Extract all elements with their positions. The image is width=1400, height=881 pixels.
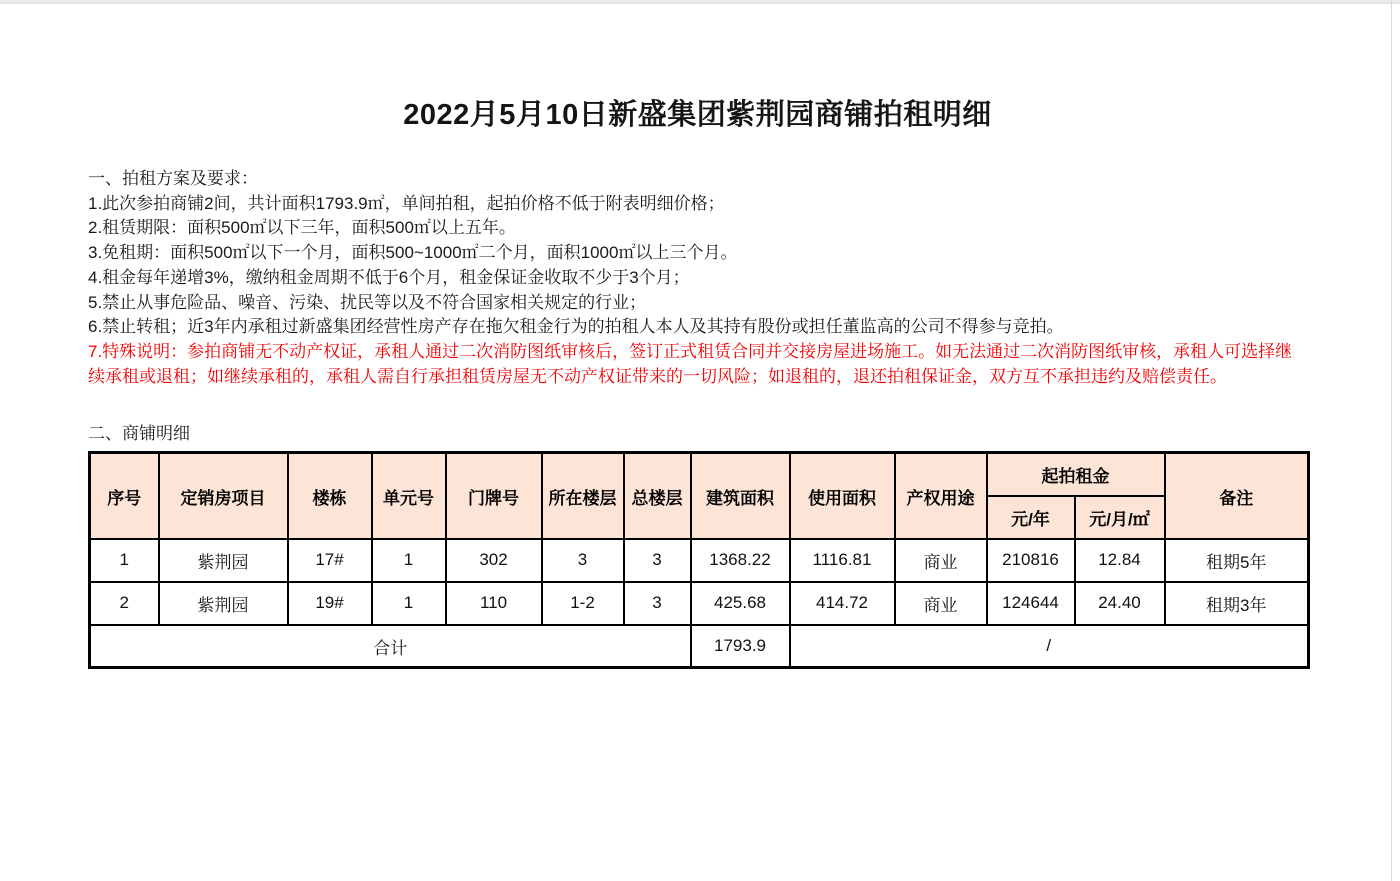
header-rent-per-month-sqm: 元/月/㎡ [1075, 496, 1165, 539]
total-rest: / [790, 625, 1309, 668]
header-gross-area: 建筑面积 [691, 453, 790, 539]
header-unit: 单元号 [372, 453, 446, 539]
header-usage: 产权用途 [895, 453, 987, 539]
cell-building: 17# [288, 539, 372, 582]
cell-total-floors: 3 [624, 582, 691, 625]
cell-remark: 租期3年 [1165, 582, 1309, 625]
rule-item: 2.租赁期限：面积500㎡以下三年，面积500㎡以上五年。 [88, 218, 516, 238]
cell-usage: 商业 [895, 582, 987, 625]
table-row [90, 582, 1309, 625]
document-page [88, 0, 1307, 669]
rule-item: 3.免租期：面积500㎡以下一个月，面积500~1000㎡二个月，面积1000㎡以上三个月。 [88, 243, 738, 263]
table-header-row-1 [90, 453, 1309, 496]
total-label: 合计 [90, 625, 691, 668]
cell-gross-area: 425.68 [691, 582, 790, 625]
cell-seq: 1 [90, 539, 159, 582]
rule-item: 6.禁止转租；近3年内承租过新盛集团经营性房产存在拖欠租金行为的拍租人本人及其持有股份或担任董监高的公司不得参与竞拍。 [88, 317, 1064, 337]
cell-usage: 商业 [895, 539, 987, 582]
cell-unit: 1 [372, 582, 446, 625]
header-usable-area: 使用面积 [790, 453, 895, 539]
cell-unit: 1 [372, 539, 446, 582]
cell-project: 紫荆园 [159, 539, 288, 582]
section2-heading: 二、商铺明细 [88, 424, 190, 444]
total-gross-area: 1793.9 [691, 625, 790, 668]
rule-item: 4.租金每年递增3%，缴纳租金周期不低于6个月，租金保证金收取不少于3个月； [88, 267, 690, 287]
header-project: 定销房项目 [159, 453, 288, 539]
cell-rent-per-month-sqm: 24.40 [1075, 582, 1165, 625]
header-door: 门牌号 [446, 453, 542, 539]
cell-rent-per-year: 124644 [987, 582, 1075, 625]
cell-project: 紫荆园 [159, 582, 288, 625]
cell-building: 19# [288, 582, 372, 625]
cell-seq: 2 [90, 582, 159, 625]
cell-usable-area: 414.72 [790, 582, 895, 625]
rental-plan-section [88, 167, 1307, 389]
cell-usable-area: 1116.81 [790, 539, 895, 582]
header-remark: 备注 [1165, 453, 1309, 539]
cell-floor: 1-2 [542, 582, 624, 625]
shop-detail-table [88, 451, 1310, 669]
page-edge-line [1391, 0, 1392, 881]
header-total-floors: 总楼层 [624, 453, 691, 539]
cell-remark: 租期5年 [1165, 539, 1309, 582]
cell-floor: 3 [542, 539, 624, 582]
section1-heading: 一、拍租方案及要求： [88, 169, 258, 188]
header-floor: 所在楼层 [542, 453, 624, 539]
cell-gross-area: 1368.22 [691, 539, 790, 582]
cell-door: 302 [446, 539, 542, 582]
header-rent-per-year: 元/年 [987, 496, 1075, 539]
header-building: 楼栋 [288, 453, 372, 539]
table-row [90, 539, 1309, 582]
rule-item: 5.禁止从事危险品、噪音、污染、扰民等以及不符合国家相关规定的行业； [88, 292, 647, 312]
header-seq: 序号 [90, 453, 159, 539]
header-rent-group: 起拍租金 [987, 453, 1165, 496]
page-title: 2022月5月10日新盛集团紫荆园商铺拍租明细 [403, 99, 992, 131]
special-note: 7.特殊说明：参拍商铺无不动产权证，承租人通过二次消防图纸审核后，签订正式租赁合同并交接房屋进场施工。如无法通过二次消防图纸审核，承租人可选择继续承租或退租；如继续承租的，承租人需自行承担租赁房屋无不动产权证带来的一切风险；如退租的，退还拍租保证金，双方互不承担违约及赔偿责任。 [88, 341, 1293, 386]
cell-rent-per-year: 210816 [987, 539, 1075, 582]
rule-item: 1.此次参拍商铺2间，共计面积1793.9㎡，单间拍租，起拍价格不低于附表明细价格； [88, 193, 725, 213]
cell-rent-per-month-sqm: 12.84 [1075, 539, 1165, 582]
table-total-row [90, 625, 1309, 668]
cell-door: 110 [446, 582, 542, 625]
cell-total-floors: 3 [624, 539, 691, 582]
